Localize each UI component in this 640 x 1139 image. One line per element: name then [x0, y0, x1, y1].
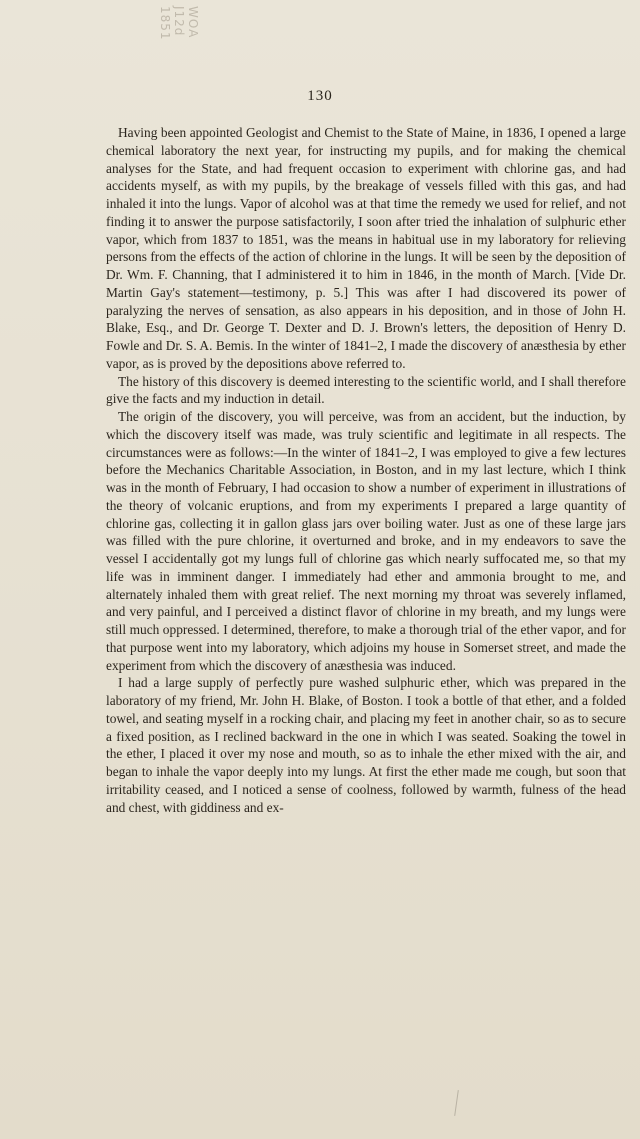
paragraph: The history of this discovery is deemed interesting to the scientific world, and I shall therefore give the facts and my induction in detail. [106, 373, 626, 407]
page-number: 130 [307, 88, 333, 104]
body-text [106, 124, 626, 816]
page-scratch-mark [454, 1090, 459, 1116]
paragraph: Having been appointed Geologist and Chemist to the State of Maine, in 1836, I opened a large chemical laboratory the next year, for instructing my pupils, and for making the chemical analyses for the State, and had frequent occasion to experiment with chlorine gas, and had accidents myself, as with my pupils, by the breakage of vessels filled with this gas, and had inhaled it into the lungs. Vapor of alcohol was at that time the remedy we used for relief, and not finding it to answer the purpose satisfactorily, I soon after tried the inhalation of sulphuric ether vapor, which from 1837 to 1851, was the means in habitual use in my laboratory for relieving persons from the effects of the action of chlorine in the lungs. It will be seen by the deposition of Dr. Wm. F. Channing, that I administered it to him in 1846, in the month of March. [Vide Dr. Martin Gay's statement—testimony, p. 5.] This was after I had discovered its power of paralyzing the nerves of sensation, as also appears in his deposition, and in those of John H. Blake, Esq., and Dr. George T. Dexter and D. J. Brown's letters, the deposition of Henry D. Fowle and Dr. S. A. Bemis. In the winter of 1841–2, I made the discovery of anæsthesia by ether vapor, as is proved by the depositions above referred to. [106, 125, 626, 371]
stamp-line: 1851 [158, 6, 172, 41]
paragraph: The origin of the discovery, you will perceive, was from an accident, but the induction, by which the discovery itself was made, was truly scientific and legitimate in all respects. The circumstances were as follows:—In the winter of 1841–2, I was employed to give a few lectures before the Mechanics Charitable Association, in Boston, and in my last lecture, which I think was in the month of February, I had occasion to show a number of experiment in illustrations of the theory of volcanic eruptions, and from my experiments I prepared a large quantity of chlorine gas, collecting it in gallon glass jars over boiling water. Just as one of these large jars was filled with the pure chlorine, it overturned and broke, and in my endeavors to save the vessel I accidentally got my lungs full of chlorine gas which nearly suffocated me, so that my life was in imminent danger. I immediately had ether and ammonia brought to me, and alternately inhaled them with great relief. The next morning my throat was severely inflamed, and very painful, and I perceived a distinct flavor of chlorine in my breath, and my lungs were still much oppressed. I determined, therefore, to make a thorough trial of the ether vapor, and for that purpose went into my laboratory, which adjoins my house in Somerset street, and made the experiment from which the discovery of anæsthesia was induced. [106, 409, 626, 673]
stamp-line: J12d [172, 6, 186, 37]
stamp-line: WOA [186, 6, 200, 39]
paragraph: I had a large supply of perfectly pure washed sulphuric ether, which was prepared in the laboratory of my friend, Mr. John H. Blake, of Boston. I took a bottle of that ether, and a folded towel, and seating myself in a rocking chair, and placing my feet in another chair, so as to secure a fixed position, as I reclined backward in the one in which I was seated. Soaking the towel in the ether, I placed it over my nose and mouth, so as to inhale the ether mixed with the air, and began to inhale the vapor deeply into my lungs. At first the ether made me cough, but soon that irritability ceased, and I noticed a sense of coolness, followed by warmth, fulness of the head and chest, with giddiness and ex- [106, 675, 626, 815]
library-stamp [158, 6, 200, 66]
